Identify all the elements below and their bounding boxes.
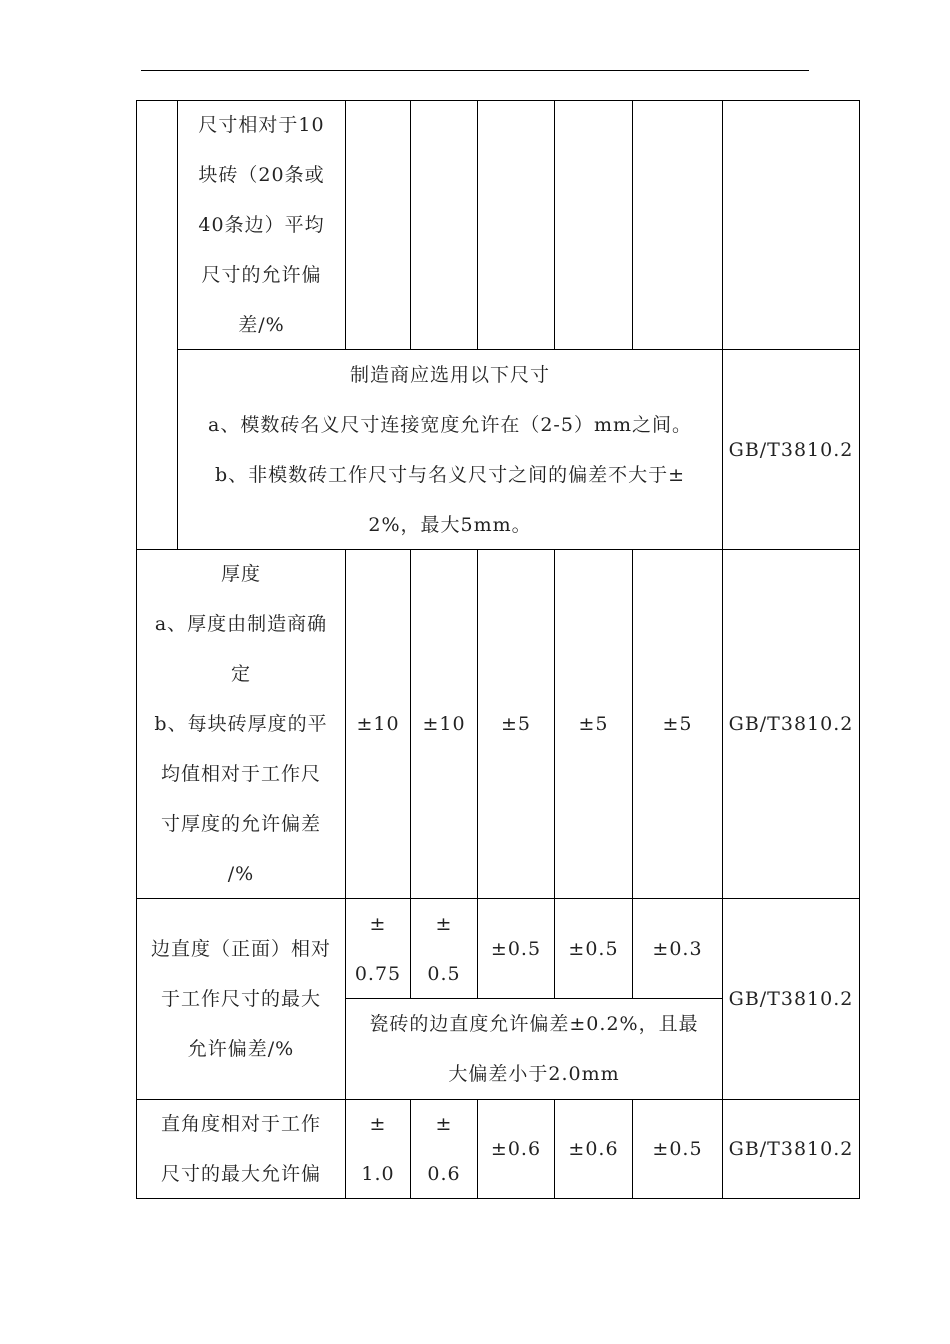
- row5-value-1: ± 1.0: [361, 1113, 395, 1185]
- row4-value-4: ±0.5: [568, 937, 619, 960]
- row4-value-2: ± 0.5: [427, 912, 461, 985]
- row2-standard: GB/T3810.2: [728, 438, 854, 461]
- header-rule: [141, 70, 809, 71]
- row2-note-title: 制造商应选用以下尺寸: [349, 363, 550, 386]
- row4-value-1: ± 0.75: [354, 912, 402, 985]
- row3-value-3: ±5: [500, 713, 531, 735]
- row2-note-a: a、模数砖名义尺寸连接宽度允许在（2-5）mm之间。: [208, 413, 692, 436]
- row3-value-4: ±5: [578, 713, 609, 735]
- row5-standard: GB/T3810.2: [728, 1138, 854, 1160]
- row4-note: 瓷砖的边直度允许偏差±0.2%，且最 大偏差小于2.0mm: [369, 1013, 699, 1085]
- row3-label: 厚度 a、厚度由制造商确 定 b、每块砖厚度的平 均值相对于工作尺 寸厚度的允许偏差 /%: [154, 563, 328, 885]
- row2-note: [178, 350, 722, 549]
- row4-value-5: ±0.3: [652, 937, 703, 960]
- row3-standard: GB/T3810.2: [728, 713, 854, 735]
- row3-value-1: ±10: [356, 713, 400, 735]
- row2-note-b: b、非模数砖工作尺寸与名义尺寸之间的偏差不大于± 2%，最大5mm。: [214, 463, 686, 536]
- row4-value-3: ±0.5: [490, 937, 542, 960]
- row5-label: 直角度相对于工作 尺寸的最大允许偏: [160, 1113, 321, 1185]
- row4-standard: GB/T3810.2: [728, 988, 854, 1010]
- row1-label: 尺寸相对于10 块砖（20条或 40条边）平均 尺寸的允许偏 差/%: [198, 113, 325, 336]
- row5-value-2: ± 0.6: [427, 1113, 461, 1185]
- row4-label: 边直度（正面）相对 于工作尺寸的最大 允许偏差/%: [150, 938, 331, 1060]
- row3-value-2: ±10: [422, 713, 466, 735]
- row5-value-5: ±0.5: [652, 1138, 703, 1160]
- row3-value-5: ±5: [662, 713, 693, 735]
- row5-value-4: ±0.6: [568, 1138, 619, 1160]
- row5-value-3: ±0.6: [490, 1138, 542, 1160]
